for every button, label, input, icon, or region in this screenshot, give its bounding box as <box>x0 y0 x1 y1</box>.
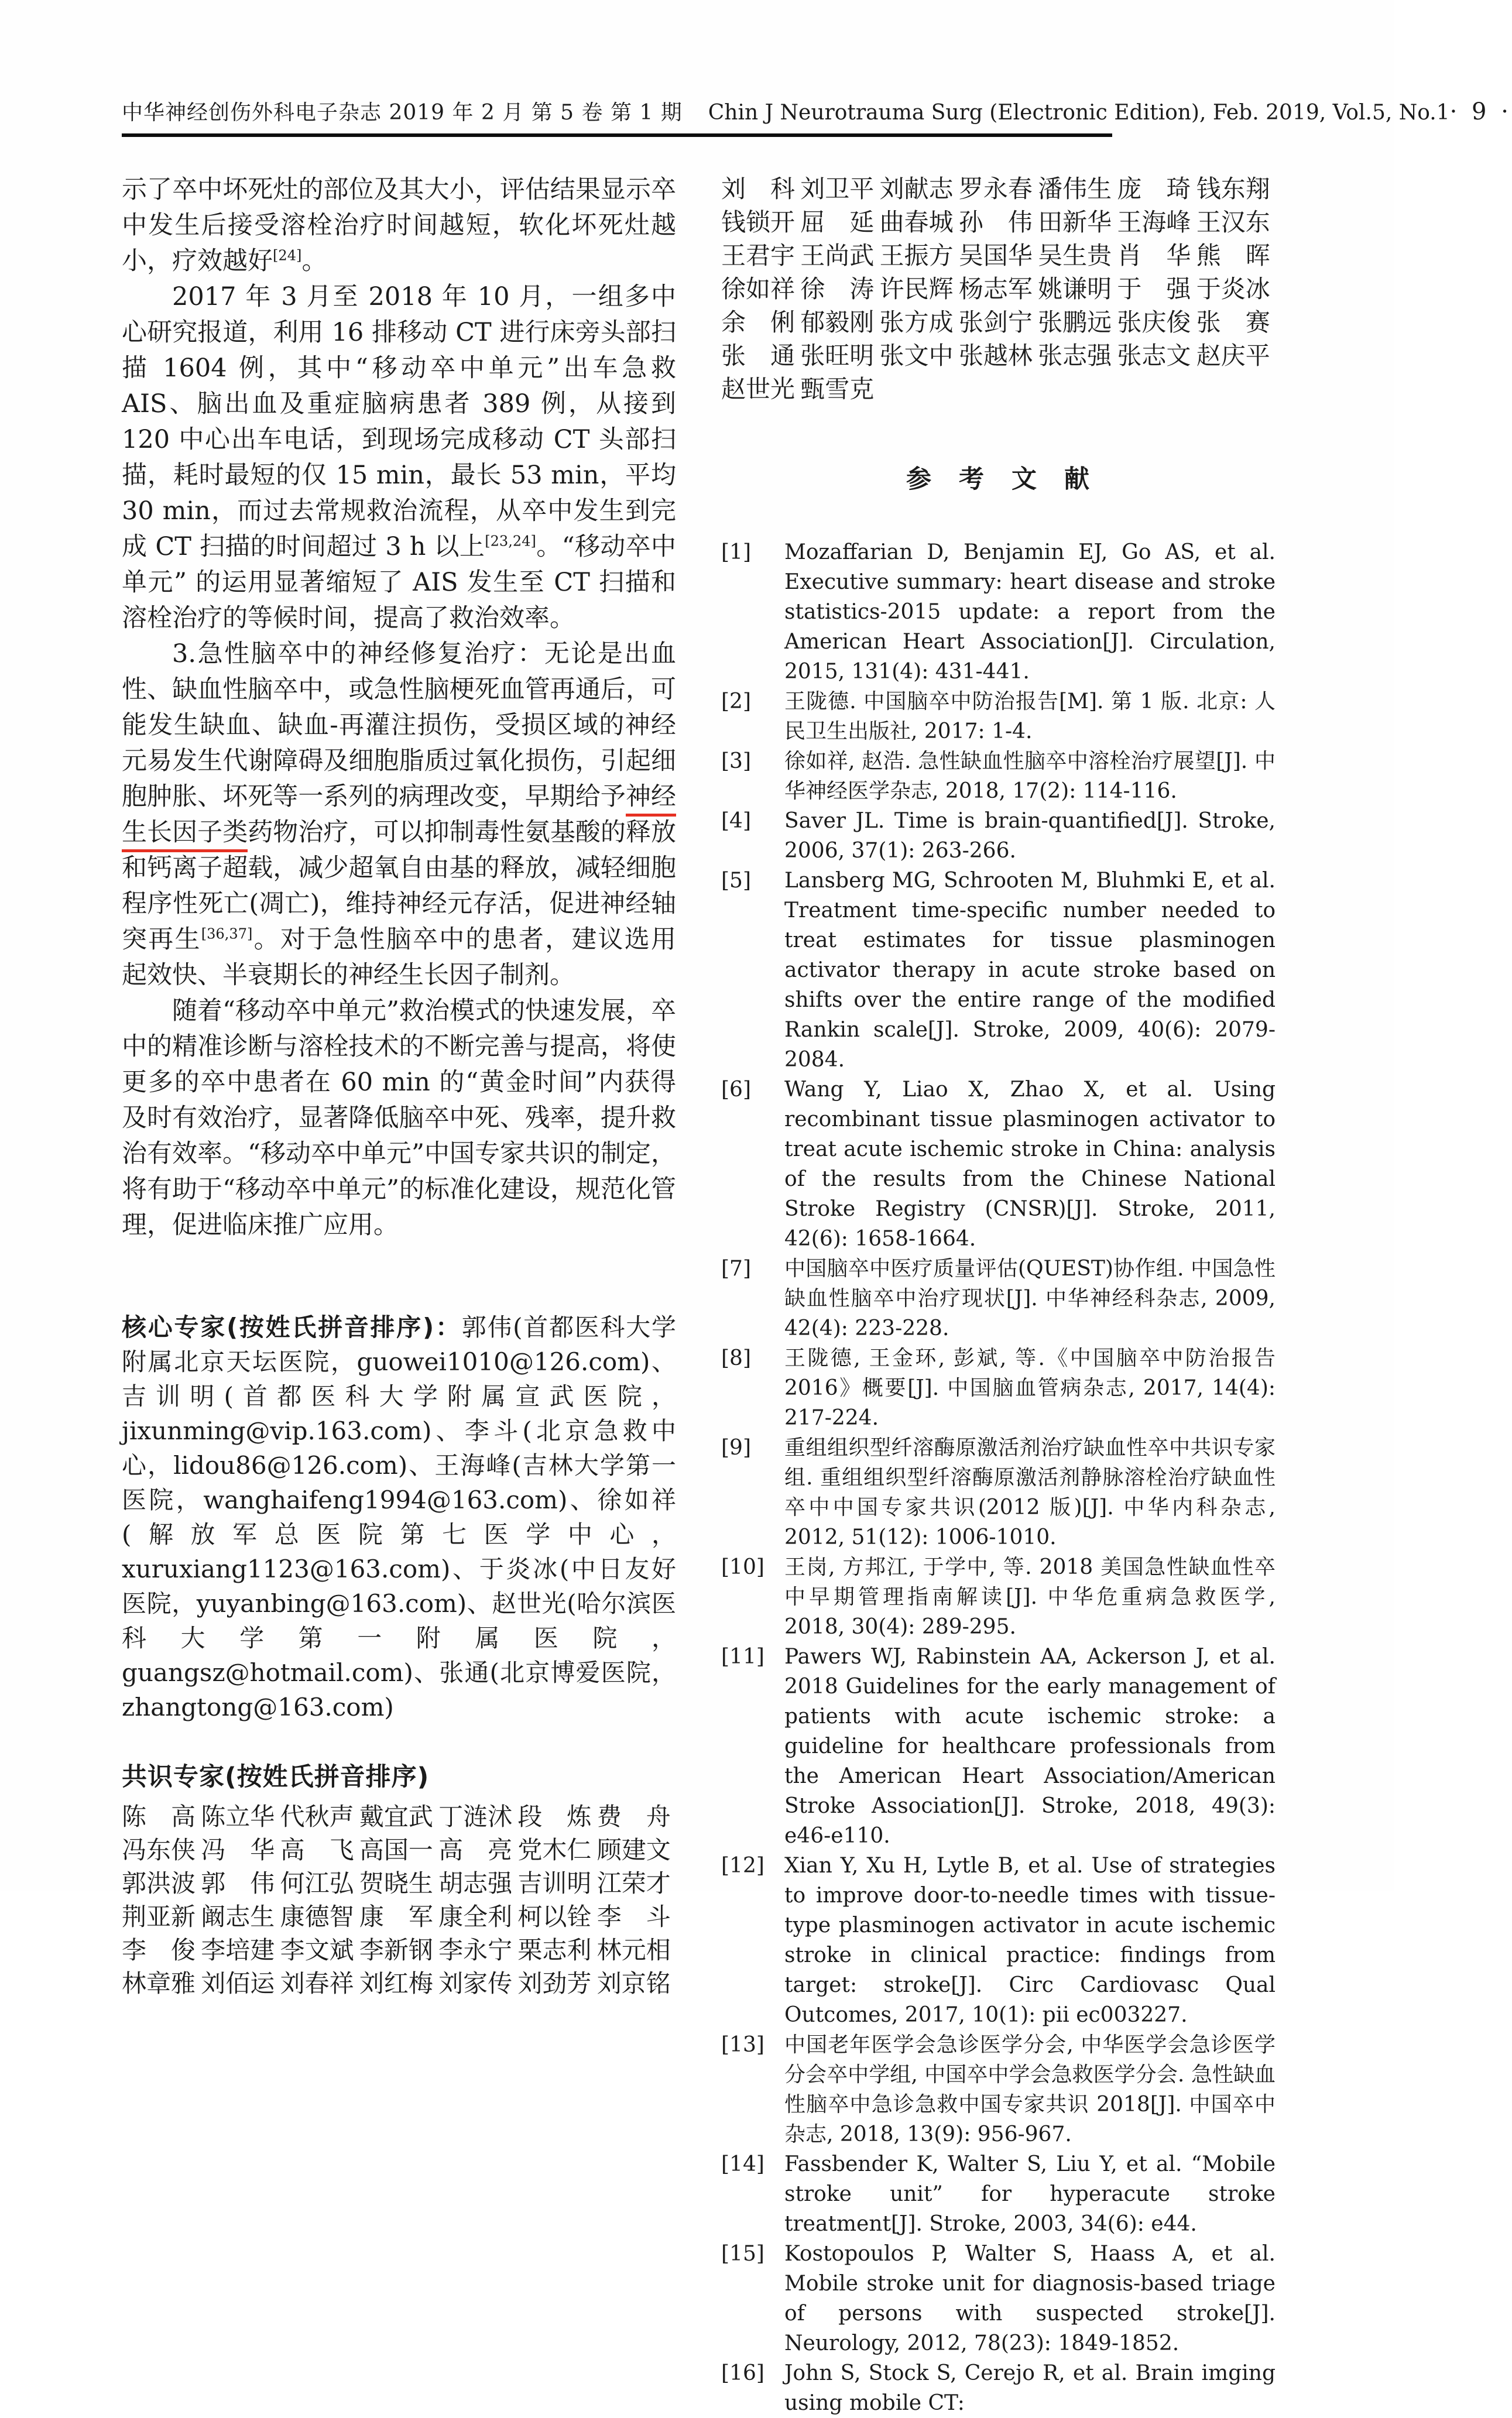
expert-name: 费 舟 <box>596 1802 671 1831</box>
expert-name: 赵世光 <box>721 375 796 403</box>
two-column-body <box>122 172 1276 2418</box>
expert-name-row <box>721 239 1276 272</box>
expert-name: 钱锁开 <box>721 208 796 236</box>
reference-text: Xian Y, Xu H, Lytle B, et al. Use of strategies to improve door-to-needle times with tissue-type plasminogen activator in acute ischemic stroke in clinical practice: findings from target: stroke[J]. Circ Cardiovasc Qual Outcomes, 2017, 10(1): pii ec003227. <box>784 1854 1276 2027</box>
expert-name: 代秋声 <box>280 1802 354 1831</box>
reference-number: [12] <box>721 1854 764 1878</box>
reference-item <box>721 2149 1276 2239</box>
paragraph-text: 2017 年 3 月至 2018 年 10 月，一组多中心研究报道，利用 16 排移动 CT 进行床旁头部扫描 1604 例，其中“移动卒中单元”出车急救 AIS、脑出血及重症脑病患者 389 例，从接到 120 中心出车电话，到现场完成移动 CT 头部扫描，耗时最短的仅 15 min，最长 53 min，平均 30 min，而过去常规救治流程，从卒中发生到完成 CT 扫描的时间超过 3 h 以上 <box>122 282 676 561</box>
expert-name: 李培建 <box>201 1936 275 1964</box>
expert-name: 吉训明 <box>517 1869 592 1898</box>
reference-number: [9] <box>721 1436 751 1460</box>
expert-name: 潘伟生 <box>1038 174 1112 203</box>
expert-name: 刘京铭 <box>596 1969 671 1998</box>
expert-name: 高 飞 <box>280 1836 354 1864</box>
expert-name-row <box>122 1900 676 1933</box>
reference-text: 徐如祥, 赵浩. 急性缺血性脑卒中溶栓治疗展望[J]. 中华神经医学杂志, 2018, 17(2): 114-116. <box>784 749 1276 803</box>
reference-number: [15] <box>721 2242 764 2266</box>
paragraph-text: 3.急性脑卒中的神经修复治疗：无论是出血性、缺血性脑卒中，或急性脑梗死血管再通后，可能发生缺血、缺血-再灌注损伤，受损区域的神经元易发生代谢障碍及细胞脂质过氧化损伤，引起细胞肿胀、坏死等一系列的病理改变，早期给予 <box>122 639 676 811</box>
expert-name-row <box>721 205 1276 239</box>
header-rule <box>122 133 1112 137</box>
expert-name: 栗志利 <box>517 1936 592 1964</box>
expert-name: 顾建文 <box>596 1836 671 1864</box>
core-experts-list: 郭伟(首都医科大学附属北京天坛医院，guowei1010@126.com)、吉训明(首都医科大学附属宣武医院，jixunming@vip.163.com)、李斗(北京急救中心，lidou86@126.com)、王海峰(吉林大学第一医院，wanghaifeng1994@163.com)、徐如祥(解放军总医院第七医学中心，xuruxiang1123@163.com)、于炎冰(中日友好医院，yuyanbing@163.com)、赵世光(哈尔滨医科大学第一附属医院，guangsz@hotmail.com)、张通(北京博爱医院，zhangtong@163.com) <box>122 1313 676 1721</box>
expert-name: 于炎冰 <box>1196 275 1270 303</box>
expert-name: 李新钢 <box>359 1936 433 1964</box>
expert-name: 刘红梅 <box>359 1969 433 1998</box>
expert-name: 康全利 <box>438 1902 513 1931</box>
reference-item <box>721 2239 1276 2358</box>
expert-name: 徐如祥 <box>721 275 796 303</box>
expert-name: 庞 琦 <box>1117 174 1191 203</box>
expert-name: 王海峰 <box>1117 208 1191 236</box>
core-experts-label: 核心专家(按姓氏拼音排序)： <box>122 1313 462 1342</box>
expert-name-row <box>721 372 1276 406</box>
expert-name: 张文中 <box>879 341 954 370</box>
expert-name: 郁毅刚 <box>800 308 875 337</box>
expert-name: 陈 高 <box>122 1802 196 1831</box>
expert-name-row <box>122 1933 676 1967</box>
reference-number: [4] <box>721 809 751 833</box>
reference-number: [3] <box>721 749 751 773</box>
expert-name: 刘卫平 <box>800 174 875 203</box>
page-header <box>122 98 1512 137</box>
expert-name: 党木仁 <box>517 1836 592 1864</box>
reference-text: Fassbender K, Walter S, Liu Y, et al. “Mobile stroke unit” for hyperacute stroke treatment[J]. Stroke, 2003, 34(6): e44. <box>784 2152 1276 2236</box>
expert-name: 李永宁 <box>438 1936 513 1964</box>
reference-number: [2] <box>721 690 751 714</box>
reference-item <box>721 1254 1276 1343</box>
expert-name: 林元相 <box>596 1936 671 1964</box>
reference-item <box>721 866 1276 1075</box>
red-underlined-text: 神经生长因子类 <box>122 782 676 852</box>
expert-name: 陈立华 <box>201 1802 275 1831</box>
expert-name: 刘家传 <box>438 1969 513 1998</box>
expert-name-row <box>721 339 1276 372</box>
expert-name: 杨志军 <box>958 275 1033 303</box>
body-paragraphs <box>122 172 676 1243</box>
left-column <box>122 172 676 2418</box>
reference-item <box>721 1642 1276 1851</box>
reference-item <box>721 1433 1276 1552</box>
reference-item <box>721 537 1276 687</box>
expert-name: 张庆俊 <box>1117 308 1191 337</box>
reference-text: 中国老年医学会急诊医学分会, 中华医学会急诊医学分会卒中学组, 中国卒中学会急救医学分会. 急性缺血性脑卒中急诊急救中国专家共识 2018[J]. 中国卒中杂志, 2018, 13(9): 956-967. <box>784 2033 1276 2146</box>
expert-name: 丁涟沭 <box>438 1802 513 1831</box>
expert-name: 康德智 <box>280 1902 354 1931</box>
reference-text: 王岗, 方邦江, 于学中, 等. 2018 美国急性缺血性卒中早期管理指南解读[J]. 中华危重病急救医学, 2018, 30(4): 289-295. <box>784 1555 1276 1639</box>
expert-name: 甄雪克 <box>800 375 875 403</box>
expert-name: 张志强 <box>1038 341 1112 370</box>
expert-name: 张剑宁 <box>958 308 1033 337</box>
references-list <box>721 537 1276 2418</box>
citation-superscript: [36,37] <box>201 925 253 942</box>
references-title: 参 考 文 献 <box>906 465 1091 494</box>
expert-name-row <box>721 172 1276 205</box>
expert-name: 郭 伟 <box>201 1869 275 1898</box>
core-experts-paragraph <box>122 1310 676 1724</box>
expert-name: 康 军 <box>359 1902 433 1931</box>
reference-text: 王陇德. 中国脑卒中防治报告[M]. 第 1 版. 北京: 人民卫生出版社, 2017: 1-4. <box>784 690 1276 743</box>
reference-text: John S, Stock S, Cerejo R, et al. Brain imging using mobile CT: <box>784 2361 1276 2415</box>
expert-name-row <box>122 1967 676 2000</box>
reference-text: Kostopoulos P, Walter S, Haass A, et al. Mobile stroke unit for diagnosis-based triage of persons with suspected stroke[J]. Neurology, 2012, 78(23): 1849-1852. <box>784 2242 1276 2355</box>
expert-name: 李 斗 <box>596 1902 671 1931</box>
expert-name: 李文斌 <box>280 1936 354 1964</box>
expert-name: 何江弘 <box>280 1869 354 1898</box>
paragraph-text: 随着“移动卒中单元”救治模式的快速发展，卒中的精准诊断与溶栓技术的不断完善与提高，将使更多的卒中患者在 60 min 的“黄金时间”内获得及时有效治疗，显著降低脑卒中死、残率，提升救治有效率。“移动卒中单元”中国专家共识的制定，将有助于“移动卒中单元”的标准化建设，规范化管理，促进临床推广应用。 <box>122 996 676 1240</box>
expert-name: 刘春祥 <box>280 1969 354 1998</box>
expert-name: 段 炼 <box>517 1802 592 1831</box>
reference-text: Mozaffarian D, Benjamin EJ, Go AS, et al. Executive summary: heart disease and stroke statistics-2015 update: a report from the American Heart Association[J]. Circulation, 2015, 131(4): 431-441. <box>784 540 1276 684</box>
running-head <box>122 98 1512 125</box>
paragraph-text: 。“移动卒中单元” 的运用显著缩短了 AIS 发生至 CT 扫描和溶栓治疗的等候时间，提高了救治效率。 <box>122 532 676 633</box>
expert-name: 田新华 <box>1038 208 1112 236</box>
reference-number: [10] <box>721 1555 764 1579</box>
expert-name: 于 强 <box>1117 275 1191 303</box>
expert-name: 张越林 <box>958 341 1033 370</box>
reference-item <box>721 687 1276 746</box>
expert-name: 刘劲芳 <box>517 1969 592 1998</box>
expert-name: 刘佰运 <box>201 1969 275 1998</box>
paragraph-2 <box>122 279 676 636</box>
expert-name: 张旺明 <box>800 341 875 370</box>
page-number: · 9 · <box>1449 98 1512 125</box>
expert-name: 张志文 <box>1117 341 1191 370</box>
expert-name: 王振方 <box>879 241 954 270</box>
expert-name: 张 赛 <box>1196 308 1270 337</box>
expert-name: 许民辉 <box>879 275 954 303</box>
expert-name: 江荣才 <box>596 1869 671 1898</box>
expert-name: 吴生贵 <box>1038 241 1112 270</box>
reference-number: [16] <box>721 2361 764 2385</box>
expert-name: 郭洪波 <box>122 1869 196 1898</box>
expert-name: 冯 华 <box>201 1836 275 1864</box>
expert-name: 高 亮 <box>438 1836 513 1864</box>
reference-number: [5] <box>721 869 751 893</box>
consensus-names-grid-left <box>122 1800 676 2000</box>
reference-text: Pawers WJ, Rabinstein AA, Ackerson J, et al. 2018 Guidelines for the early management of patients with acute ischemic stroke: a guideline for healthcare professionals from the American Heart Association/American Stroke Association[J]. Stroke, 2018, 49(3): e46-e110. <box>784 1645 1276 1848</box>
expert-name: 高国一 <box>359 1836 433 1864</box>
expert-name: 王尚武 <box>800 241 875 270</box>
reference-number: [14] <box>721 2152 764 2176</box>
reference-item <box>721 1343 1276 1433</box>
paragraph-1 <box>122 172 676 279</box>
expert-name: 屈 延 <box>800 208 875 236</box>
consensus-experts-label: 共识专家(按姓氏拼音排序) <box>122 1762 430 1792</box>
reference-text: Saver JL. Time is brain-quantified[J]. Stroke, 2006, 37(1): 263-266. <box>784 809 1276 863</box>
reference-text: 王陇德, 王金环, 彭斌, 等.《中国脑卒中防治报告 2016》概要[J]. 中国脑血管病杂志, 2017, 14(4): 217-224. <box>784 1346 1276 1430</box>
expert-name: 阚志生 <box>201 1902 275 1931</box>
paragraph-text: 示了卒中坏死灶的部位及其大小，评估结果显示卒中发生后接受溶栓治疗时间越短，软化坏死灶越小，疗效越好 <box>122 175 676 276</box>
reference-number: [7] <box>721 1257 751 1281</box>
reference-number: [13] <box>721 2033 764 2057</box>
reference-text: Wang Y, Liao X, Zhao X, et al. Using recombinant tissue plasminogen activator to treat acute ischemic stroke in China: analysis of the results from the Chinese National Stroke Registry (CNSR)[J]. Stroke, 2011, 42(6): 1658-1664. <box>784 1078 1276 1251</box>
expert-name: 刘 科 <box>721 174 796 203</box>
paragraph-text: 药物治疗，可以抑制毒性氨基酸的释放和钙离子超载，减少超氧自由基的释放，减轻细胞程序性死亡(凋亡)，维持神经元存活，促进神经轴突再生 <box>122 818 677 954</box>
expert-name: 荆亚新 <box>122 1902 196 1931</box>
reference-number: [8] <box>721 1346 751 1370</box>
citation-superscript: [24] <box>273 247 302 264</box>
expert-name: 贺晓生 <box>359 1869 433 1898</box>
expert-name: 柯以铨 <box>517 1902 592 1931</box>
expert-name-row <box>721 272 1276 306</box>
reference-number: [6] <box>721 1078 751 1102</box>
expert-name: 余 俐 <box>721 308 796 337</box>
paragraph-3 <box>122 636 676 993</box>
paragraph-text: 。对于急性脑卒中的患者，建议选用起效快、半衰期长的神经生长因子制剂。 <box>122 925 677 990</box>
expert-name: 林章雅 <box>122 1969 196 1998</box>
expert-name: 吴国华 <box>958 241 1033 270</box>
expert-name: 姚谦明 <box>1038 275 1112 303</box>
right-column <box>721 172 1276 2418</box>
expert-name: 曲春城 <box>879 208 954 236</box>
reference-text: Lansberg MG, Schrooten M, Bluhmki E, et al. Treatment time-specific number needed to treat estimates for tissue plasminogen activator therapy in acute stroke based on shifts over the entire range of the modified Rankin scale[J]. Stroke, 2009, 40(6): 2079-2084. <box>784 869 1276 1072</box>
expert-name: 徐 涛 <box>800 275 875 303</box>
expert-name: 张方成 <box>879 308 954 337</box>
paragraph-text: 。 <box>301 246 327 276</box>
expert-name: 赵庆平 <box>1196 341 1270 370</box>
reference-number: [11] <box>721 1645 764 1669</box>
reference-text: 重组组织型纤溶酶原激活剂治疗缺血性卒中共识专家组. 重组组织型纤溶酶原激活剂静脉溶栓治疗缺血性卒中中国专家共识(2012 版)[J]. 中华内科杂志, 2012, 51(12): 1006-1010. <box>784 1436 1276 1549</box>
reference-number: [1] <box>721 540 751 564</box>
expert-name: 钱东翔 <box>1196 174 1270 203</box>
citation-superscript: [23,24] <box>485 533 536 550</box>
expert-name-row <box>122 1800 676 1833</box>
expert-name: 张鹏远 <box>1038 308 1112 337</box>
expert-name: 王君宇 <box>721 241 796 270</box>
expert-name: 刘献志 <box>879 174 954 203</box>
expert-name-row <box>122 1833 676 1867</box>
reference-item <box>721 2030 1276 2149</box>
journal-title-cn: 中华神经创伤外科电子杂志 2019 年 2 月 第 5 卷 第 1 期 <box>122 101 683 125</box>
reference-item <box>721 806 1276 866</box>
expert-name-row <box>721 306 1276 339</box>
expert-name: 李 俊 <box>122 1936 196 1964</box>
expert-name: 胡志强 <box>438 1869 513 1898</box>
expert-name: 王汉东 <box>1196 208 1270 236</box>
reference-text: 中国脑卒中医疗质量评估(QUEST)协作组. 中国急性缺血性脑卒中治疗现状[J]. 中华神经科杂志, 2009, 42(4): 223-228. <box>784 1257 1276 1340</box>
consensus-names-grid-right <box>721 172 1276 406</box>
expert-name: 孙 伟 <box>958 208 1033 236</box>
reference-item <box>721 746 1276 806</box>
expert-name: 肖 华 <box>1117 241 1191 270</box>
expert-name: 熊 晖 <box>1196 241 1270 270</box>
reference-item <box>721 1851 1276 2030</box>
journal-title-en: Chin J Neurotrauma Surg (Electronic Edition), Feb. 2019, Vol.5, No.1 <box>708 101 1450 125</box>
reference-item <box>721 2358 1276 2418</box>
expert-name-row <box>122 1867 676 1900</box>
expert-name: 戴宜武 <box>359 1802 433 1831</box>
reference-item <box>721 1552 1276 1642</box>
reference-item <box>721 1075 1276 1254</box>
paragraph-4 <box>122 993 676 1243</box>
expert-name: 冯东侠 <box>122 1836 196 1864</box>
expert-name: 罗永春 <box>958 174 1033 203</box>
expert-name: 张 通 <box>721 341 796 370</box>
